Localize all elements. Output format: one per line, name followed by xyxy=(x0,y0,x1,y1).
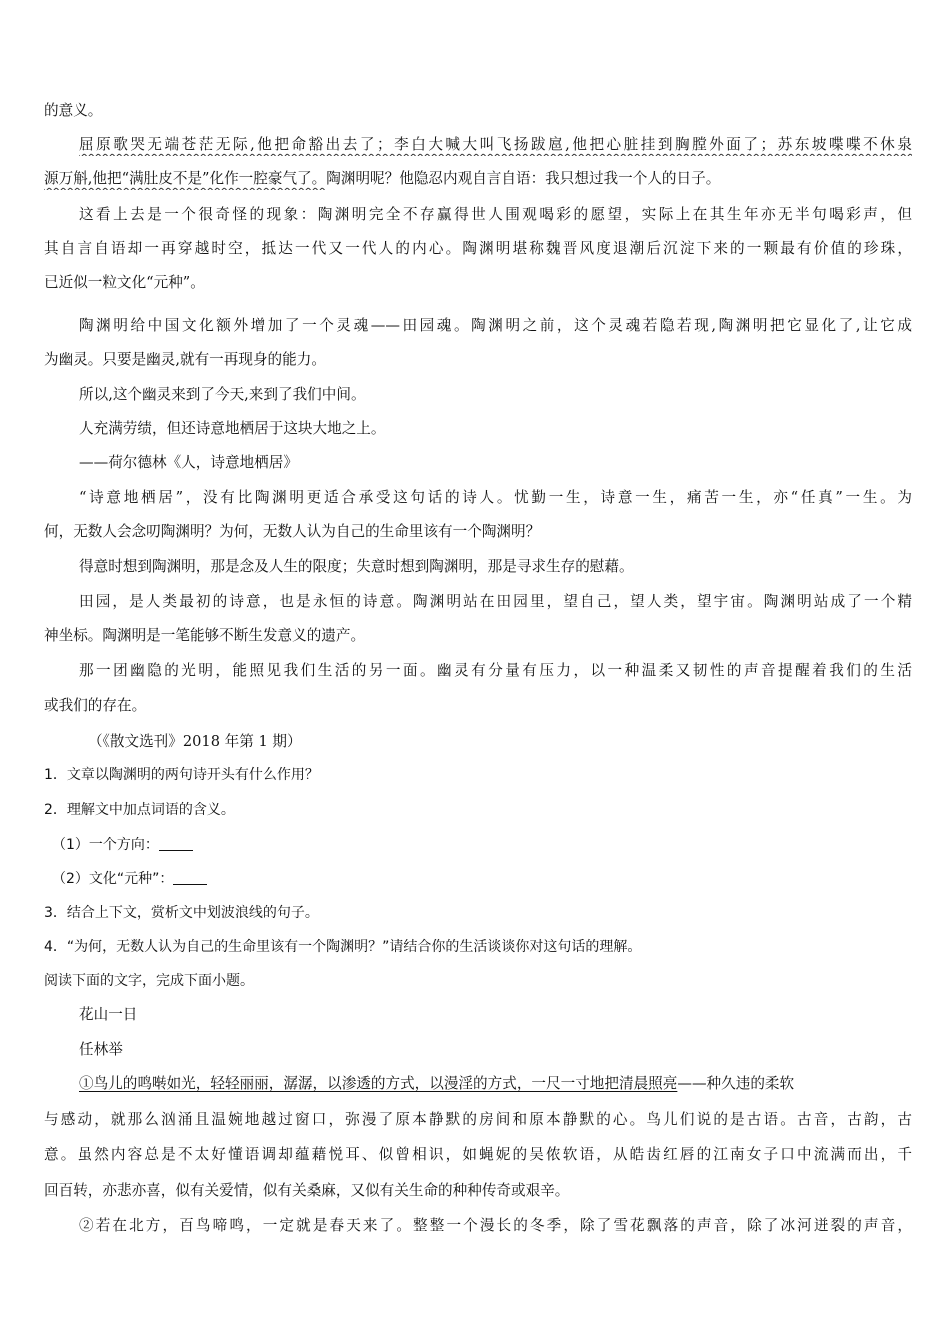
question-2-sub-1 xyxy=(52,834,920,856)
source-citation: （《散文选刊》2018 年第 1 期） xyxy=(88,733,302,750)
text-line: 这看上去是一个很奇怪的现象：陶渊明完全不存赢得世人围观喝彩的愿望，实际上在其生年亦无半句喝彩声，但 xyxy=(79,206,912,223)
question-text: （2）文化“元种”： xyxy=(52,871,174,887)
text-line: 与感动，就那么汹涌且温婉地越过窗口，弥漫了原本静默的房间和原本静默的心。鸟儿们说的是古语。古音，古韵，古 xyxy=(44,1111,912,1128)
question-3: 3．结合上下文，赏析文中划波浪线的句子。 xyxy=(44,905,319,921)
text-line: 其自言自语却一再穿越时空，抵达一代又一代人的内心。陶渊明堪称魏晋风度退潮后沉淀下来的一颗最有价值的珍珠， xyxy=(44,240,912,257)
text-line: ②若在北方，百鸟啼鸣，一定就是春天来了。整整一个漫长的冬季，除了雪花飘落的声音，除了冰河迸裂的声音， xyxy=(79,1217,912,1234)
text-run: 陶渊明呢？他隐忍内观自言自语：我只想过我一个人的日子。 xyxy=(326,170,721,187)
text-line: 陶渊明给中国文化额外增加了一个灵魂——田园魂。陶渊明之前，这个灵魂若隐若现,陶渊明把它显化了,让它成 xyxy=(79,317,912,334)
underlined-sentence: ①鸟儿的鸣啭如光，轻轻丽丽，潺潺，以渗透的方式，以漫淫的方式，一尺一寸地把清晨照亮 xyxy=(79,1075,678,1092)
text-run: ——种久违的柔软 xyxy=(677,1075,795,1092)
text-line: 那一团幽隐的光明，能照见我们生活的另一面。幽灵有分量有压力，以一种温柔又韧性的声音提醒着我们的生活 xyxy=(79,662,912,679)
text-line: 为幽灵。只要是幽灵,就有一再现身的能力。 xyxy=(44,351,326,368)
reading-instruction: 阅读下面的文字，完成下面小题。 xyxy=(44,973,254,989)
wavy-sentence-line xyxy=(79,134,912,156)
text-line: 所以,这个幽灵来到了今天,来到了我们中间。 xyxy=(79,386,366,403)
question-2-sub-2 xyxy=(52,868,920,890)
answer-blank[interactable] xyxy=(173,870,207,885)
text-line: 回百转，亦悲亦喜，似有关爱情，似有关桑麻，又似有关生命的种种传奇或艰辛。 xyxy=(44,1182,570,1199)
text-line: 已近似一粒文化“元种”。 xyxy=(44,274,205,291)
answer-blank[interactable] xyxy=(159,836,193,851)
poem-attribution: ——荷尔德林《人，诗意地栖居》 xyxy=(79,454,298,471)
text-line: 神坐标。陶渊明是一笔能够不断生发意义的遗产。 xyxy=(44,627,366,644)
text-line xyxy=(79,1073,912,1095)
wavy-sentence: 源万斛,他把“满肚皮不是”化作一腔豪气了。 xyxy=(44,170,327,187)
article-title: 花山一日 xyxy=(79,1006,138,1023)
text-line: 意。虽然内容总是不太好懂语调却蕴藉悦耳、似曾相识，如蝇妮的吴侬软语，从皓齿红唇的江南女子口中流满而出，千 xyxy=(44,1146,912,1163)
question-2: 2．理解文中加点词语的含义。 xyxy=(44,802,235,818)
question-1: 1．文章以陶渊明的两句诗开头有什么作用？ xyxy=(44,767,319,783)
poem-quote: 人充满劳绩，但还诗意地栖居于这块大地之上。 xyxy=(79,420,386,437)
question-text: （1）一个方向： xyxy=(52,837,159,853)
article-author: 任林举 xyxy=(79,1041,123,1058)
question-4: 4．“为何，无数人认为自己的生命里该有一个陶渊明？”请结合你的生活谈谈你对这句话的理解。 xyxy=(44,939,642,955)
text-line: 或我们的存在。 xyxy=(44,697,147,714)
text-line: 何，无数人会念叨陶渊明？为何，无数人认为自己的生命里该有一个陶渊明？ xyxy=(44,523,541,540)
text-line: 的意义。 xyxy=(44,102,103,119)
text-line: “诗意地栖居”，没有比陶渊明更适合承受这句话的诗人。忧勤一生，诗意一生，痛苦一生，亦“任真”一生。为 xyxy=(79,489,912,506)
wavy-sentence: 屈原歌哭无端苍茫无际,他把命豁出去了；李白大喊大叫飞扬跋扈,他把心脏挂到胸膛外面了；苏东坡喋喋不休泉 xyxy=(79,136,912,153)
text-line: 田园，是人类最初的诗意，也是永恒的诗意。陶渊明站在田园里，望自己，望人类，望宇宙。陶渊明站成了一个精 xyxy=(79,593,912,610)
text-line: 得意时想到陶渊明，那是念及人生的限度；失意时想到陶渊明，那是寻求生存的慰藉。 xyxy=(79,558,634,575)
text-line xyxy=(44,168,912,190)
